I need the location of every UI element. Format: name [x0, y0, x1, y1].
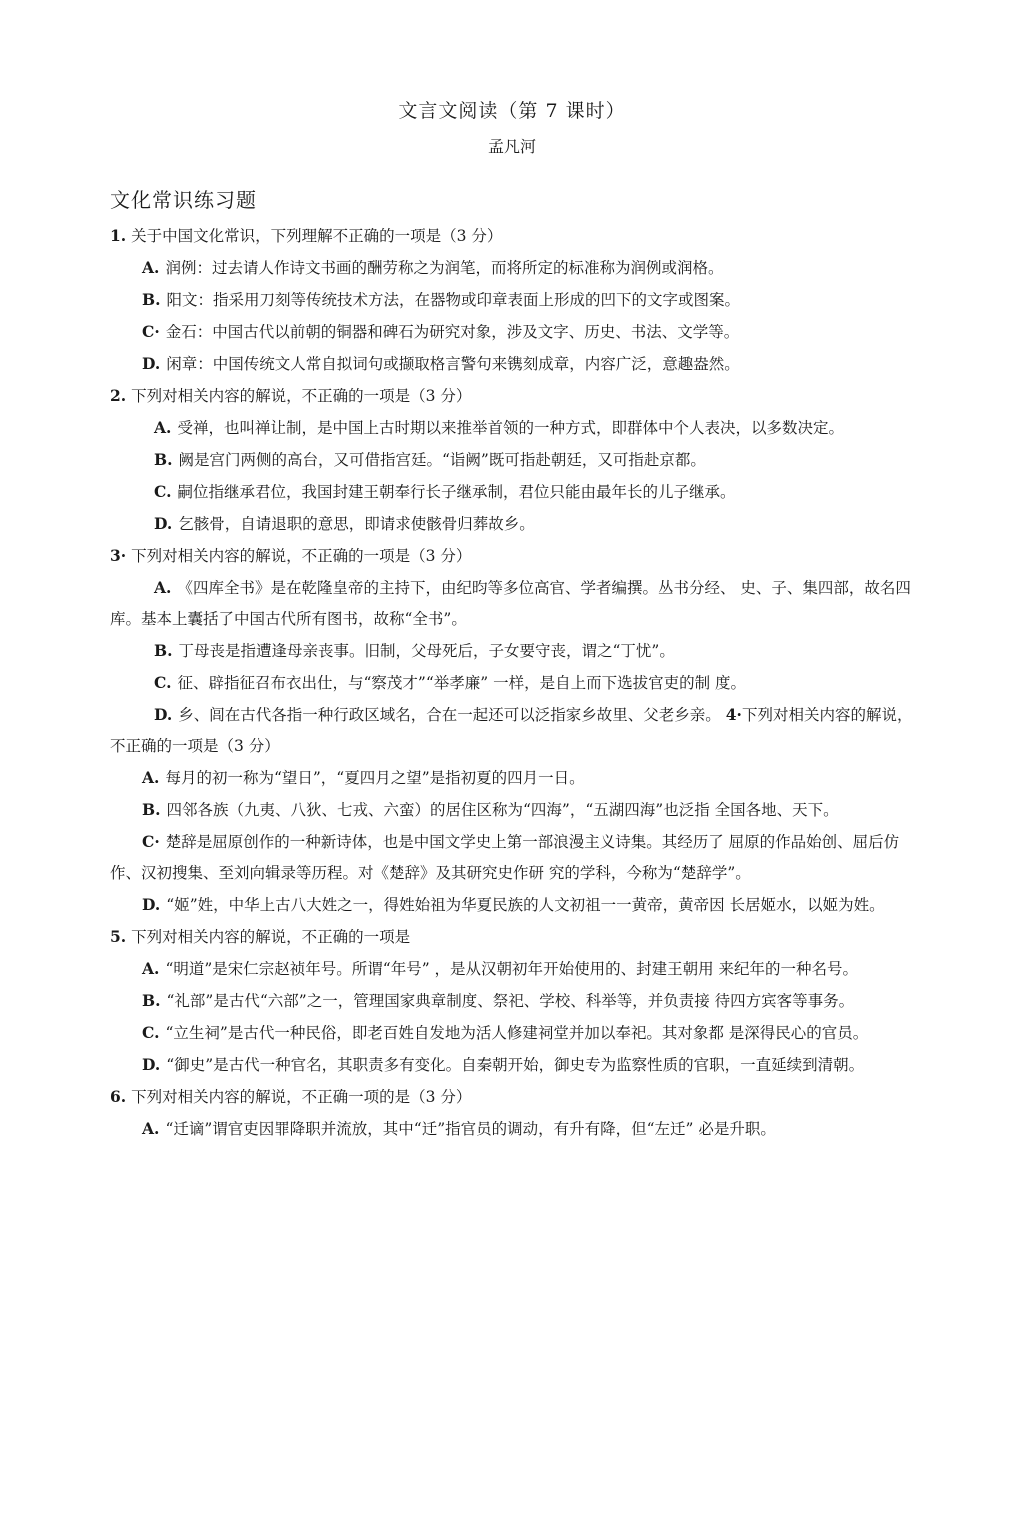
- option-label: C·: [142, 832, 160, 851]
- option-c: [110, 316, 915, 348]
- option-label: C.: [142, 1023, 160, 1042]
- section-title: 文化常识练习题: [110, 188, 257, 212]
- option-label: A.: [154, 578, 172, 597]
- question-stem: 下列对相关内容的解说，不正确的一项是（3 分）: [110, 706, 913, 755]
- option-text: 金石：中国古代以前朝的铜器和碑石为研究对象，涉及文字、历史、书法、文学等。: [165, 323, 740, 341]
- option-text: 丁母丧是指遭逢母亲丧事。旧制，父母死后，子女要守丧，谓之“丁忧”。: [178, 642, 675, 660]
- question-2: [110, 380, 915, 412]
- option-label: C.: [154, 482, 172, 501]
- option-text: 润例：过去请人作诗文书画的酬劳称之为润笔，而将所定的标准称为润例或润格。: [165, 259, 724, 277]
- document-title: 文言文阅读（第 7 课时）: [398, 100, 626, 122]
- option-b: [110, 985, 915, 1017]
- option-text: 阳文：指采用刀刻等传统技术方法，在器物或印章表面上形成的凹下的文字或图案。: [166, 291, 741, 309]
- option-label: D.: [142, 354, 161, 373]
- question-number: 4·: [725, 705, 742, 724]
- option-a: [110, 762, 915, 794]
- question-1: [110, 220, 915, 252]
- question-stem: 关于中国文化常识，下列理解不正确的一项是（3 分）: [131, 227, 503, 245]
- option-label: B.: [154, 450, 173, 469]
- option-c: [110, 667, 915, 699]
- option-d: [110, 348, 915, 380]
- question-number: 1.: [110, 226, 127, 245]
- option-c: [110, 476, 915, 508]
- option-label: B.: [142, 290, 161, 309]
- option-text: 受禅，也叫禅让制，是中国上古时期以来推举首领的一种方式，即群体中个人表决，以多数决定。: [177, 419, 844, 437]
- option-d: [110, 699, 915, 762]
- option-text: “姬”姓，中华上古八大姓之一，得姓始祖为华夏民族的人文初祖一一黄帝，黄帝因 长居姬水，以姬为姓。: [166, 896, 885, 914]
- option-text: 乡、闾在古代各指一种行政区域名，合在一起还可以泛指家乡故里、父老乡亲。: [178, 706, 721, 724]
- question-6: [110, 1081, 915, 1113]
- option-text: “礼部”是古代“六部”之一，管理国家典章制度、祭祀、学校、科举等，并负责接 待四方宾客等事务。: [166, 992, 855, 1010]
- option-text: 阙是宫门两侧的高台，又可借指宫廷。“诣阙”既可指赴朝廷，又可指赴京都。: [178, 451, 706, 469]
- option-text: 征、辟指征召布衣出仕，与“察茂才”“举孝廉” 一样，是自上而下选拔官吏的制 度。: [177, 674, 747, 692]
- option-label: B.: [142, 800, 161, 819]
- option-label: A.: [142, 1119, 160, 1138]
- option-b: [110, 794, 915, 826]
- option-label: D.: [154, 705, 173, 724]
- option-label: A.: [142, 258, 160, 277]
- option-b: [110, 444, 915, 476]
- option-b: [110, 635, 915, 667]
- option-c: [110, 1017, 915, 1049]
- option-a: [110, 572, 915, 635]
- option-a: [110, 412, 915, 444]
- option-text: 嗣位指继承君位，我国封建王朝奉行长子继承制，君位只能由最年长的儿子继承。: [177, 483, 736, 501]
- option-label: C.: [154, 673, 172, 692]
- question-number: 3·: [110, 546, 127, 565]
- document-author: 孟凡河: [487, 137, 536, 156]
- option-label: A.: [142, 768, 160, 787]
- document-body: [110, 220, 915, 1145]
- option-d: [110, 1049, 915, 1081]
- option-a: [110, 953, 915, 985]
- option-text: “御史”是古代一种官名，其职责多有变化。自秦朝开始，御史专为监察性质的官职，一直延续到清朝。: [166, 1056, 865, 1074]
- option-b: [110, 284, 915, 316]
- question-number: 5.: [110, 927, 127, 946]
- question-3: [110, 540, 915, 572]
- option-d: [110, 889, 915, 921]
- question-stem: 下列对相关内容的解说，不正确的一项是（3 分）: [131, 547, 472, 565]
- option-label: D.: [142, 895, 161, 914]
- option-text: “迁谪”谓官吏因罪降职并流放，其中“迁”指官员的调动，有升有降，但“左迁” 必是升职。: [165, 1120, 776, 1138]
- question-number: 2.: [110, 386, 127, 405]
- option-label: D.: [142, 1055, 161, 1074]
- option-text: “立生祠”是古代一种民俗，即老百姓自发地为活人修建祠堂并加以奉祀。其对象都 是深得民心的官员。: [165, 1024, 869, 1042]
- option-a: [110, 1113, 915, 1145]
- option-a: [110, 252, 915, 284]
- option-label: C·: [142, 322, 160, 341]
- option-text: 《四库全书》是在乾隆皇帝的主持下，由纪昀等多位高官、学者编撰。丛书分经、 史、子、集四部，故名四库。基本上囊括了中国古代所有图书，故称“全书”。: [110, 579, 911, 628]
- question-5: [110, 921, 915, 953]
- option-text: “明道”是宋仁宗赵祯年号。所谓“年号” ，是从汉朝初年开始使用的、封建王朝用 来纪年的一种名号。: [165, 960, 858, 978]
- option-text: 四邻各族（九夷、八狄、七戎、六蛮）的居住区称为“四海”，“五湖四海”也泛指 全国各地、天下。: [166, 801, 839, 819]
- question-stem: 下列对相关内容的解说，不正确的一项是（3 分）: [131, 387, 472, 405]
- option-label: B.: [142, 991, 161, 1010]
- option-d: [110, 508, 915, 540]
- option-c: [110, 826, 915, 889]
- question-stem: 下列对相关内容的解说，不正确一项的是（3 分）: [131, 1088, 472, 1106]
- option-label: A.: [154, 418, 172, 437]
- option-label: A.: [142, 959, 160, 978]
- option-label: B.: [154, 641, 173, 660]
- option-text: 闲章：中国传统文人常自拟词句或撷取格言警句来镌刻成章，内容广泛，意趣盎然。: [166, 355, 740, 373]
- option-text: 楚辞是屈原创作的一种新诗体，也是中国文学史上第一部浪漫主义诗集。其经历了 屈原的作品始创、屈后仿作、汉初搜集、至刘向辑录等历程。对《楚辞》及其研究史作研 究的学科，今称为“楚辞学”。: [110, 833, 900, 882]
- option-text: 乞骸骨，自请退职的意思，即请求使骸骨归葬故乡。: [178, 515, 535, 533]
- option-label: D.: [154, 514, 173, 533]
- question-number: 6.: [110, 1087, 127, 1106]
- option-text: 每月的初一称为“望日”，“夏四月之望”是指初夏的四月一日。: [165, 769, 585, 787]
- question-stem: 下列对相关内容的解说，不正确的一项是: [131, 928, 411, 946]
